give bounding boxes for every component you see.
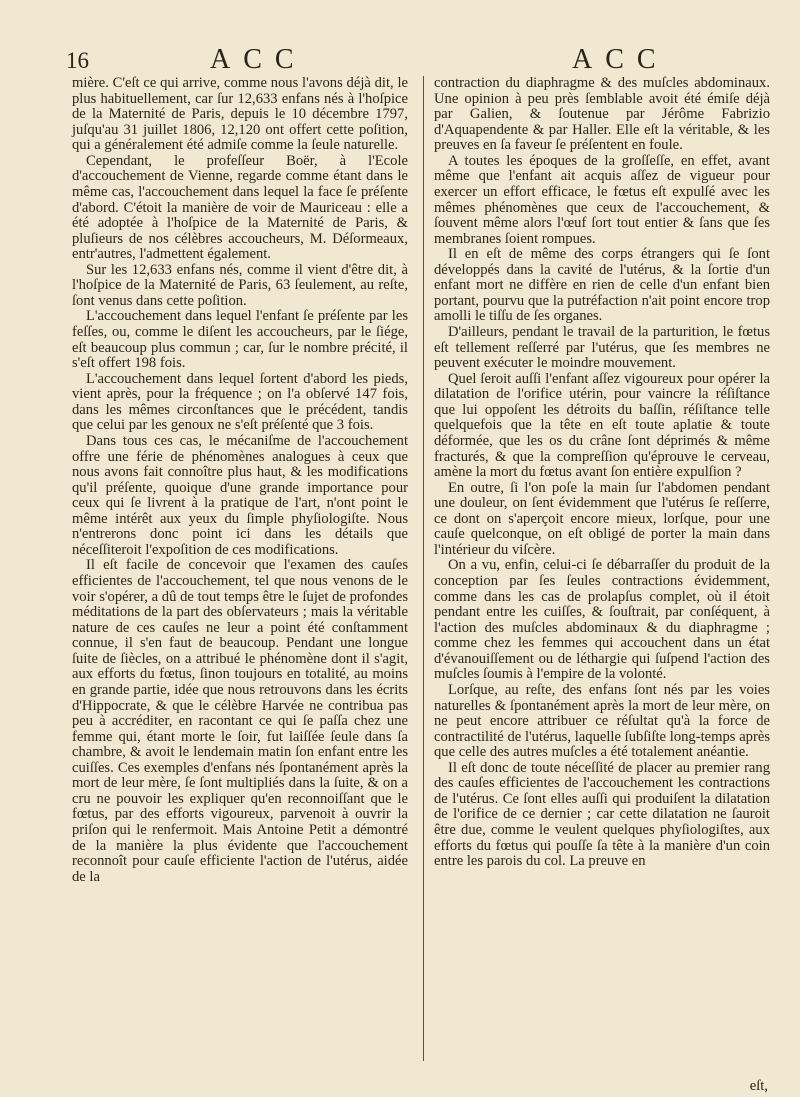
paragraph: A toutes les époques de la groſſeſſe, en effet, avant même que l'enfant ait acquis aſſez de vigueur pour exercer un effort efficace, le fœtus eſt expulſé avec les mêmes phénomènes que ceux de l'accouchement, & ſouvent même alors l'œuf ſort tout entier & ſans que ſes membranes ſoient rompues. — [434, 152, 770, 247]
paragraph: Il eſt donc de toute néceſſité de placer au premier rang des cauſes efficientes de l'accouchement les contractions de l'utérus. Ce ſont elles auſſi qui produiſent la dilatation de l'orifice de ce dernier ; car cette dilatation ne ſauroit être due, comme le veulent quelques phyſiologiſtes, aux efforts du fœtus qui pouſſe ſa tête à la manière d'un coin entre les parois du col. La preuve en — [434, 759, 770, 870]
left-column — [72, 76, 408, 885]
paragraph: L'accouchement dans lequel l'enfant ſe préſente par les feſſes, ou, comme le diſent les accoucheurs, par le ſiége, eſt beaucoup plus commun ; car, ſur le nombre précité, il s'eſt offert 198 fois. — [72, 308, 408, 372]
paragraph: L'accouchement dans lequel ſortent d'abord les pieds, vient après, pour la fréquence ; on l'a obſervé 147 fois, dans les mêmes circonſtances que le précédent, tandis que celui par les genoux ne s'eſt préſenté que 3 fois. — [72, 370, 408, 434]
paragraph: On a vu, enfin, celui-ci ſe débarraſſer du produit de la conception par ſes ſeules contractions évidemment, comme dans les cas de prolapſus complet, où il étoit pendant entre les cuiſſes, & ſouſtrait, par conſéquent, à l'action des muſcles abdominaux & du diaphragme ; comme chez les femmes qui accouchent dans un état d'évanouiſſement ou de léthargie qui ſuſpend l'action des muſcles ſoumis à l'empire de la volonté. — [434, 557, 770, 683]
catchword: eſt, — [749, 1078, 768, 1094]
paragraph: Il en eſt de même des corps étrangers qui ſe ſont développés dans la cavité de l'utérus, & la ſortie d'un enfant mort ne diffère en rien de celle d'un enfant bien portant, pourvu que la putréfaction n'ait point encore trop amolli le tiſſu de ſes organes. — [434, 246, 770, 325]
paragraph: En outre, ſi l'on poſe la main ſur l'abdomen pendant une douleur, on ſent évidemment que l'utérus ſe reſſerre, ce dont on s'aperçoit encore mieux, lorſque, pour une cauſe quelconque, on eſt obligé de porter la main dans l'intérieur du viſcère. — [434, 479, 770, 558]
running-head-right: ACC — [572, 44, 669, 75]
column-divider — [423, 76, 424, 1061]
right-column — [434, 76, 770, 870]
paragraph: contraction du diaphragme & des muſcles abdominaux. Une opinion à peu près ſemblable avoit été émiſe déjà par Galien, & ſoutenue par Jérôme Fabrizio d'Aquapendente & par Haller. Elle eſt la véritable, & les preuves en ſa faveur ſe préſentent en foule. — [434, 75, 770, 154]
paragraph: Lorſque, au reſte, des enfans ſont nés par les voies naturelles & ſpontanément après la mort de leur mère, on ne peut encore attribuer ce réſultat qu'à la force de contractilité de l'utérus, laquelle ſubſiſte long-temps après que celle des autres muſcles a été totalement anéantie. — [434, 681, 770, 761]
running-head-left: ACC — [210, 44, 307, 75]
paragraph: D'ailleurs, pendant le travail de la parturition, le fœtus eſt tellement reſſerré par l'utérus, que ſes membres ne peuvent exécuter le moindre mouvement. — [434, 324, 770, 372]
paragraph: Il eſt facile de concevoir que l'examen des cauſes efficientes de l'accouchement, tel que nous venons de le voir s'opérer, a dû de tout temps être le ſujet de profondes méditations de la part des obſervateurs ; mais la véritable nature de ces cauſes ne leur a point été conſtamment connue, il s'en faut de beaucoup. Pendant une longue ſuite de ſiècles, on a attribué le phénomène dont il s'agit, aux efforts du fœtus, ſinon toujours en totalité, au moins en grande partie, idée que nous retrouvons dans les écrits d'Hippocrate, & que le célèbre Harvée ne contribua pas peu à accréditer, en racontant ce qui ſe paſſa chez une femme qui, étant morte le ſoir, fut laiſſée ſeule dans ſa chambre, & avoit le lendemain matin ſon enfant entre les cuiſſes. Ces exemples d'enfans nés ſpontanément après la mort de leur mère, ſe ſont multipliés dans la ſuite, & on a cru ne pouvoir les expliquer qu'en reconnoiſſant que le fœtus, par des efforts vigoureux, parvenoit à ouvrir la priſon qui le renfermoit. Mais Antoine Petit a démontré de la manière la plus évidente que l'accouchement reconnoît pour cauſe efficiente l'action de l'utérus, aidée de la — [72, 557, 408, 885]
paragraph: mière. C'eſt ce qui arrive, comme nous l'avons déjà dit, le plus habituellement, car ſur 12,633 enfans nés à l'hoſpice de la Maternité de Paris, depuis le 10 décembre 1797, juſqu'au 31 juillet 1806, 12,120 ont offert cette poſition, qui a généralement été admiſe comme la ſeule naturelle. — [72, 75, 408, 154]
paragraph: Dans tous ces cas, le mécaniſme de l'accouchement offre une férie de phénomènes analogues à ceux que nous avons fait connoître plus haut, & les modifications qu'il préſente, quoique d'une grande importance pour ceux qui ſe livrent à la pratique de l'art, n'ont point le même intérêt aux yeux du ſimple phyſiologiſte. Nous n'entrerons donc point ici dans les détails que néceſſiteroit l'expoſition de ces modifications. — [72, 432, 408, 558]
paragraph: Sur les 12,633 enfans nés, comme il vient d'être dit, à l'hoſpice de la Maternité de Paris, 63 ſeulement, au reſte, ſont venus dans cette poſition. — [72, 261, 408, 309]
paragraph: Quel ſeroit auſſi l'enfant aſſez vigoureux pour opérer la dilatation de l'orifice utérin, pour vaincre la réſiſtance que lui oppoſent les détroits du baſſin, réſiſtance telle quelquefois que la tête en eſt toute aplatie & toute déformée, que les os du crâne ſont déprimés & même fracturés, & que la compreſſion qu'éprouve le cerveau, amène la mort du fœtus avant ſon entière expulſion ? — [434, 370, 770, 481]
page-number: 16 — [66, 48, 89, 73]
paragraph: Cependant, le profeſſeur Boër, à l'Ecole d'accouchement de Vienne, regarde comme étant dans le même cas, l'accouchement dans lequel la face ſe préſente d'abord. C'étoit la manière de voir de Mauriceau : elle a été adoptée à l'hoſpice de la Maternité de Paris, & pluſieurs de nos célèbres accoucheurs, M. Déſormeaux, entr'autres, l'admettent également. — [72, 152, 408, 263]
